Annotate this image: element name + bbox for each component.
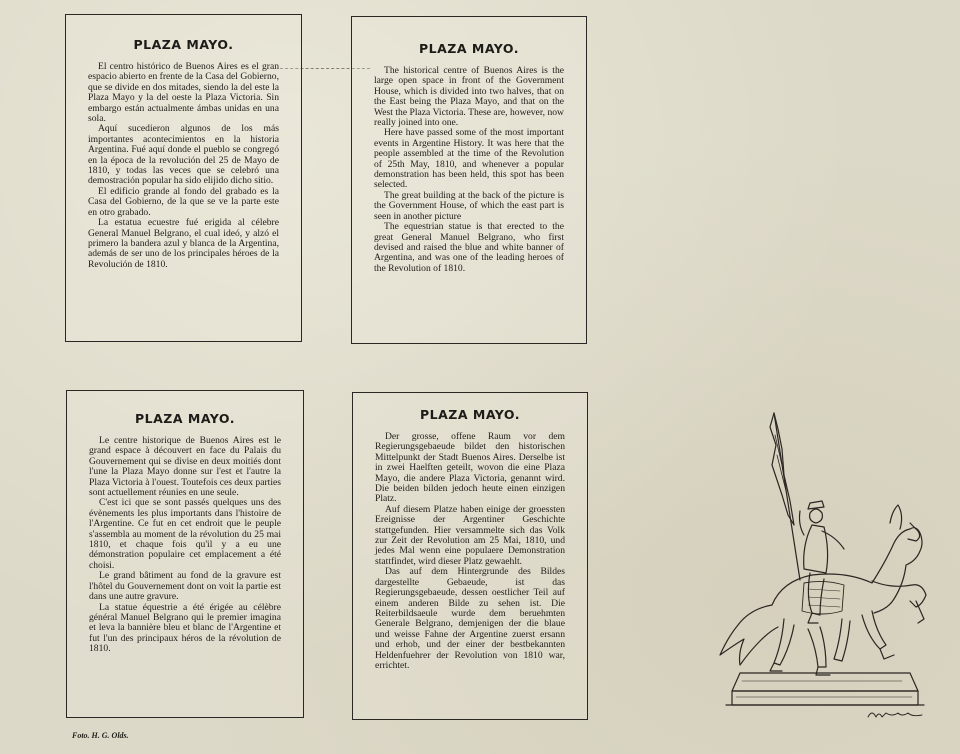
paragraph: La estatua ecuestre fué erigida al célebre General Manuel Belgrano, el cual ideó, y alzó el primero la bandera azul y blanca de la Argentina, además de ser uno de los principales héroes de la Revolución de 1810. [88,217,279,270]
equestrian-statue-sketch [712,405,940,725]
photo-credit: Foto. H. G. Olds. [72,731,129,740]
panel-title: PLAZA MAYO. [133,37,234,52]
paragraph: El edificio grande al fondo del grabado es la Casa del Gobierno, de la que se ve la parte este en otro grabado. [88,185,279,218]
paragraph: Das auf dem Hintergrunde des Bildes dargestellte Gebaeude, ist das Regierungsgebaeude, dessen oestlicher Teil auf einem anderen Bilde zu sehen ist. Die Reiterbildsaeule wurde dem beruehmten Generale Belgrano, demjenigen der die blaue und weisse Fahne der Argentine zuerst ersann und erhob, und der einer der bestbekannten Heldenfuehrer der Revolution von 1810 war, errichtet. [375,566,565,671]
panel-french [66,390,304,718]
paragraph: Aquí sucedieron algunos de los más importantes acontecimientos en la historia Argentina. Fué aquí donde el pueblo se congregó en la época de la revolución del 25 de Mayo de 1810, y todas las veces que se celebró una demostración popular ha sido elijido dicho sitio. [88,123,279,187]
paragraph: Le grand bâtiment au fond de la gravure est l'hôtel du Gouvernement dont on voit la partie est dans une autre gravure. [89,570,281,603]
panel-english [351,16,587,344]
paragraph: The historical centre of Buenos Aires is the large open space in front of the Government House, which is divided into two halves, that on the East being the Plaza Mayo, and that on the West the Plaza Victoria. These are, however, now really joined into one. [374,65,564,129]
paragraph: El centro histórico de Buenos Aires es el gran espacio abierto en frente de la Casa del Gobierno, que se divide en dos mitades, siendo la del este la Plaza Mayo y la del oeste la Plaza Victoria. Sin embargo están actualmente ámbas unidas en una sola. [88,61,279,125]
paragraph: La statue équestrie a été érigée au célèbre général Manuel Belgrano qui le premier imagina et leva la bannière bleu et blanc de l'Argentine et fut l'un des principaux héros de la révolution de 1810. [89,601,281,655]
paragraph: The great building at the back of the picture is the Government House, of which the east part is seen in another picture [374,189,564,222]
paragraph: Here have passed some of the most important events in Argentine History. It was here that the people assembled at the time of the Revolution of 25th May, 1810, and whenever a popular demonstration has been held, this spot has been selected. [374,127,564,191]
paragraph: C'est ici que se sont passés quelques uns des évènements les plus importants dans l'histoire de l'Argentine. Ce fut en cet endroit que le peuple s'assembla au moment de la révolution du 25 mai 1810, et chaque fois qu'il y a eu une démonstration populaire cet emplacement a été choisi. [89,497,281,571]
panel-title: PLAZA MAYO. [418,41,519,56]
panel-title: PLAZA MAYO. [419,407,520,422]
paragraph: The equestrian statue is that erected to the great General Manuel Belgrano, who first devised and raised the blue and white banner of Argentina, and was one of the leading heroes of the Revolution of 1810. [374,221,564,274]
paragraph: Le centre historique de Buenos Aires est le grand espace à découvert en face du Palais du Gouvernement qui se divise en deux moitiés dont l'une la Plaza Mayo donne sur l'est et l'autre la Plaza Victoria à l'ouest. Toutefois ces deux parties sont actuellement réunies en une seule. [89,435,281,499]
panel-spanish [65,14,302,342]
paragraph: Der grosse, offene Raum vor dem Regierungsgebaeude bildet den historischen Mittelpunkt der Stadt Buenos Aires. Derselbe ist in zwei Haelften geteilt, wovon die eine Plaza Mayo, die andere Plaza Victoria, genannt wird. Die beiden bilden jedoch heute einen einzigen Platz. [375,431,565,505]
paragraph: Auf diesem Platze haben einige der groessten Ereignisse der Argentiner Geschichte stattgefunden. Hier versammelte sich das Volk zur Zeit der Revolution am 25 Mai, 1810, und jedes Mal wenn eine populaere Demonstration stattfindet, wird dieser Platz gewaehlt. [375,503,565,567]
panel-german [352,392,588,720]
panel-title: PLAZA MAYO. [134,411,235,426]
